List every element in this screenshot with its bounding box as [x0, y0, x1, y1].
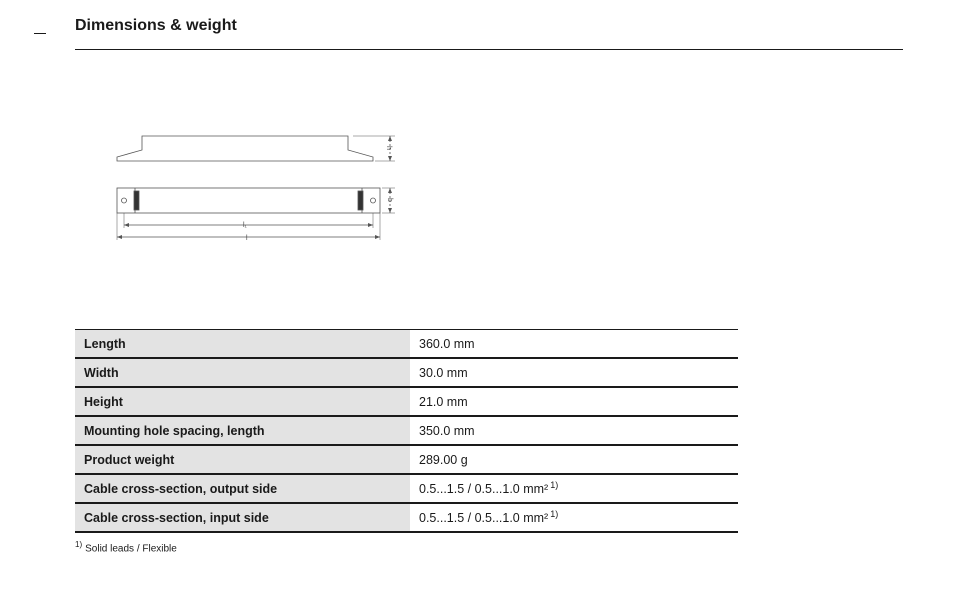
section-title: Dimensions & weight: [75, 17, 237, 34]
side-view-profile: [117, 136, 373, 161]
spec-value: 30.0 mm: [410, 358, 738, 387]
footnote: [75, 540, 177, 554]
spec-label: Product weight: [75, 445, 410, 474]
dim-label-h: h: [385, 146, 392, 150]
spec-value: 0.5...1.5 / 0.5...1.0 mm² $^{1)}$: [410, 474, 738, 503]
spec-value: 360.0 mm: [410, 330, 738, 359]
spec-value: 289.00 g: [410, 445, 738, 474]
dim-label-b: b: [386, 198, 393, 202]
spec-value: 0.5...1.5 / 0.5...1.0 mm² $^{1)}$: [410, 503, 738, 532]
spec-label: Height: [75, 387, 410, 416]
table-row: [75, 330, 738, 359]
side-marker-dash: [34, 33, 46, 34]
top-view-body: [117, 188, 380, 213]
dim-label-l1: l₁: [243, 222, 247, 229]
table-row: [75, 445, 738, 474]
dim-label-l: l: [246, 235, 248, 242]
spec-label: Length: [75, 330, 410, 359]
footnote-text: Solid leads / Flexible: [85, 543, 177, 555]
table-row: [75, 474, 738, 503]
footnote-marker: 1): [75, 540, 83, 549]
dimension-drawing: [105, 128, 405, 248]
spec-value: 21.0 mm: [410, 387, 738, 416]
table-row: [75, 503, 738, 532]
table-row: [75, 387, 738, 416]
specifications-table: [75, 329, 738, 533]
spec-label: Cable cross-section, output side: [75, 474, 410, 503]
spec-label: Mounting hole spacing, length: [75, 416, 410, 445]
spec-value: 350.0 mm: [410, 416, 738, 445]
table-row: [75, 416, 738, 445]
spec-label: Width: [75, 358, 410, 387]
spec-label: Cable cross-section, input side: [75, 503, 410, 532]
title-divider: [75, 49, 903, 50]
table-row: [75, 358, 738, 387]
